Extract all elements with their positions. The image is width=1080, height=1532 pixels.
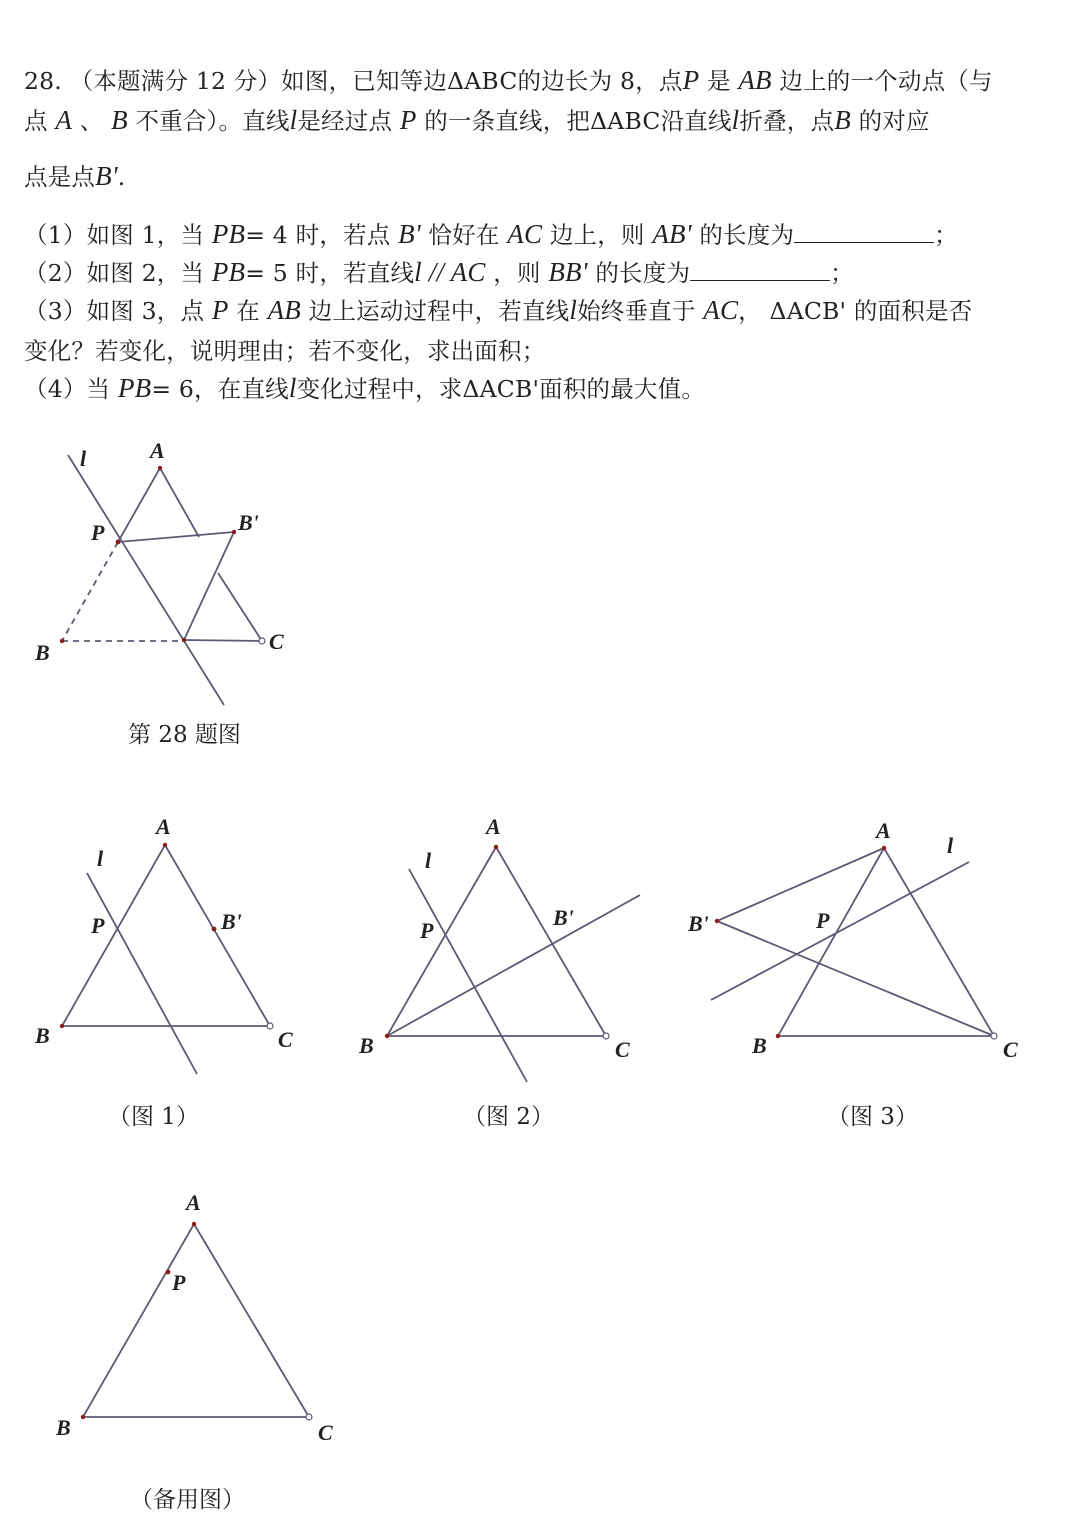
text: 点是点: [24, 163, 96, 191]
math: AB': [652, 219, 692, 249]
label-l: l: [80, 446, 87, 471]
segment-A-side: [160, 468, 199, 537]
math: l: [288, 373, 297, 403]
point-C: [259, 638, 265, 644]
label-P: P: [91, 520, 105, 545]
text: 点: [24, 107, 48, 135]
math: P: [399, 105, 417, 135]
text: 面积的最大值。: [539, 375, 706, 403]
point-C: [603, 1033, 609, 1039]
caption-backup: （备用图）: [130, 1487, 245, 1513]
label-C: C: [318, 1420, 333, 1445]
math: B: [834, 105, 851, 135]
label-l: l: [97, 846, 104, 871]
math: AB: [738, 65, 772, 95]
math: AC: [703, 295, 739, 325]
point-A: [192, 1222, 196, 1226]
segment-BB-prime: [387, 895, 640, 1036]
text: 的对应: [858, 107, 930, 135]
label-B-prime: B': [553, 905, 574, 930]
text: 边上，则: [549, 221, 645, 249]
text: 28. （本题满分 12 分）如图，已知等边: [24, 67, 448, 95]
math: B': [398, 219, 421, 249]
math: P: [211, 295, 229, 325]
math: = 5: [245, 259, 288, 287]
label-A: A: [876, 818, 891, 843]
text: ，在直线: [194, 375, 289, 403]
segment-C-side: [218, 573, 262, 641]
label-P: P: [816, 908, 830, 933]
math: = 6: [151, 375, 195, 403]
text: 的面积是否: [853, 297, 973, 325]
caption-fig2: （图 2）: [463, 1104, 554, 1130]
fold-line-l: [711, 862, 969, 1000]
point-B: [81, 1415, 85, 1419]
text: 恰好在: [428, 221, 500, 249]
text: .: [117, 163, 126, 191]
math: PB: [211, 257, 246, 287]
math: BB': [548, 257, 588, 287]
point-P: [166, 1270, 171, 1275]
text: （3）如图 3，点: [24, 297, 205, 325]
point-D: [182, 638, 186, 642]
text: 的长度为: [595, 259, 691, 287]
text: 折叠，点: [739, 107, 835, 135]
point-A: [163, 843, 167, 847]
text: 的一条直线，把: [424, 107, 591, 135]
text: 是: [706, 67, 731, 95]
math: ΔACB': [769, 297, 847, 325]
point-C: [306, 1414, 312, 1420]
point-A: [882, 846, 886, 850]
point-A: [494, 845, 498, 849]
point-B: [776, 1034, 780, 1038]
label-C: C: [278, 1027, 293, 1052]
point-A: [158, 466, 162, 470]
label-A: A: [186, 1190, 201, 1215]
point-B: [60, 639, 64, 643]
point-C: [267, 1023, 273, 1029]
text: 是经过点: [297, 107, 393, 135]
math: AB: [267, 295, 301, 325]
math: l // AC: [414, 257, 486, 287]
fold-line-l: [87, 873, 197, 1074]
caption-fig1: （图 1）: [108, 1104, 199, 1130]
label-B: B: [752, 1033, 767, 1058]
math: B: [111, 105, 128, 135]
label-B: B: [35, 640, 50, 665]
text: 、: [79, 107, 104, 135]
math: ΔABC: [447, 67, 518, 95]
text: 的边长为 8，点: [517, 67, 683, 95]
label-B-prime: B': [221, 909, 242, 934]
label-P: P: [91, 913, 105, 938]
text: 始终垂直于: [577, 297, 696, 325]
segment-PB-prime: [118, 532, 234, 542]
label-C: C: [269, 629, 284, 654]
backup-figure: [83, 1224, 309, 1417]
segment-AB-prime: [717, 848, 884, 921]
math: ΔABC: [590, 107, 661, 135]
label-B: B: [359, 1033, 374, 1058]
text: ；: [830, 259, 854, 287]
caption-fig3: （图 3）: [827, 1104, 918, 1130]
math: A: [55, 105, 73, 135]
point-B-prime: [212, 927, 217, 932]
label-P: P: [172, 1270, 186, 1295]
label-B: B: [35, 1023, 50, 1048]
triangle-ABC: [83, 1224, 309, 1417]
segment-B-prime-C: [717, 921, 994, 1036]
text: 不重合）。直线: [135, 107, 290, 135]
math: = 4: [245, 221, 288, 249]
figure-1: [62, 845, 270, 1074]
segment-DC: [184, 640, 262, 641]
text: 时，若直线: [295, 259, 415, 287]
text: （4）当: [24, 375, 111, 403]
figure-3: [711, 848, 994, 1036]
text: 沿直线: [660, 107, 732, 135]
text: 在: [236, 297, 260, 325]
text: 边上运动过程中，若直线: [308, 297, 570, 325]
caption-main: 第 28 题图: [128, 722, 241, 748]
math: ΔACB': [462, 375, 540, 403]
label-C: C: [615, 1037, 630, 1062]
text: ，: [738, 297, 762, 325]
dashed-PB: [62, 542, 118, 641]
math: l: [569, 295, 578, 325]
point-B-prime: [715, 919, 719, 923]
text: 的长度为: [699, 221, 795, 249]
math: B': [95, 161, 118, 191]
label-A: A: [486, 814, 501, 839]
text: （2）如图 2，当: [24, 259, 205, 287]
text: ，则: [493, 259, 541, 287]
text: （1）如图 1，当: [24, 221, 205, 249]
point-P: [116, 540, 121, 545]
label-A: A: [156, 814, 171, 839]
point-B: [385, 1034, 389, 1038]
figure-2: [387, 847, 640, 1082]
math: AC: [507, 219, 543, 249]
label-l: l: [425, 848, 432, 873]
label-P: P: [420, 918, 434, 943]
math: l: [289, 105, 298, 135]
label-C: C: [1003, 1037, 1018, 1062]
text: ；: [934, 221, 958, 249]
label-B-prime: B': [688, 911, 709, 936]
math: PB: [117, 373, 152, 403]
point-C: [991, 1033, 997, 1039]
text: 边上的一个动点（与: [779, 67, 993, 95]
segment-AP: [118, 468, 160, 542]
point-B: [60, 1024, 64, 1028]
text: 变化过程中，求: [296, 375, 463, 403]
label-B-prime: B': [238, 510, 259, 535]
math: PB: [211, 219, 246, 249]
text: 时，若点: [295, 221, 391, 249]
fold-line-l: [409, 869, 527, 1082]
label-A: A: [150, 438, 165, 463]
math: l: [731, 105, 740, 135]
point-B-prime: [232, 530, 236, 534]
label-B: B: [56, 1415, 71, 1440]
main-figure: [62, 455, 262, 705]
triangle-ABC: [778, 848, 994, 1036]
math: P: [682, 65, 700, 95]
text: 变化？若变化，说明理由；若不变化，求出面积；: [24, 337, 546, 365]
label-l: l: [947, 833, 954, 858]
